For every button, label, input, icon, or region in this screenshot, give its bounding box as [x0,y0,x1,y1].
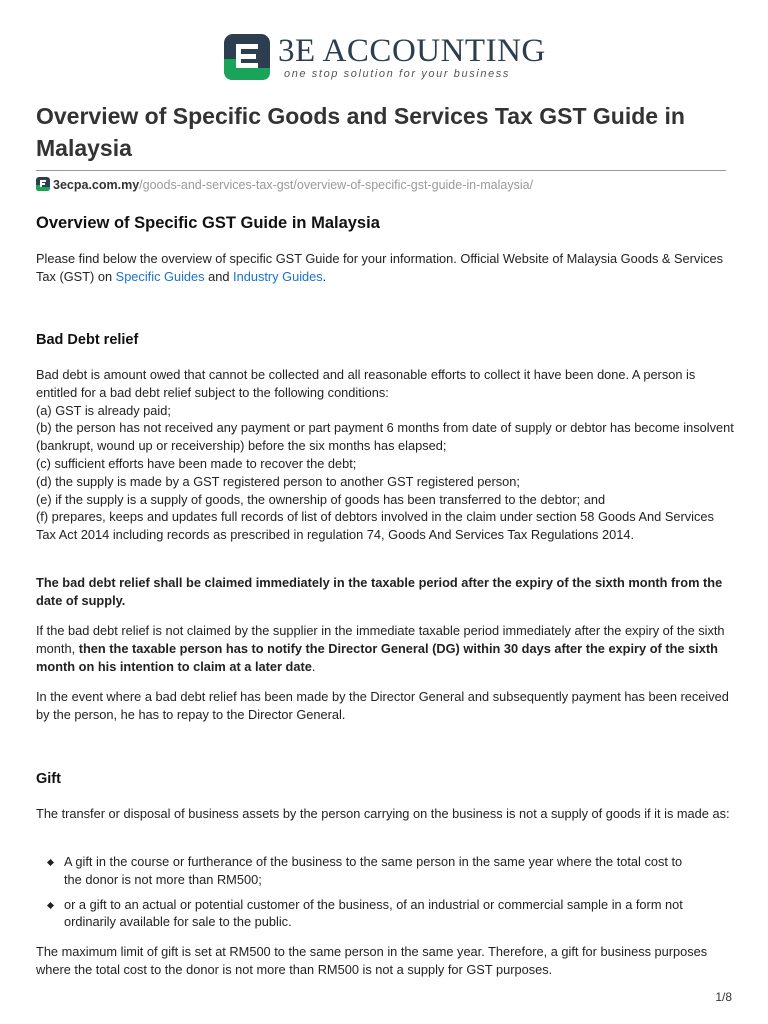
bad-debt-paragraph: Bad debt is amount owed that cannot be collected and all reasonable efforts to collect it have been done. A person is entitled for a bad debt relief subject to the following conditions: (a) GST is already paid; (b) the person has not received any payment or part payment 6 months from date of supply or debtor has become insolvent (bankrupt, wound up or receivership) before the six months has elapsed; (c) sufficient efforts have been made to recover the debt; (d) the supply is made by a GST registered person to another GST registered person; (e) if the supply is a supply of goods, the ownership of goods has been transferred to the debtor; and (f) prepares, keeps and updates full records of list of debtors involved in the claim under section 58 Goods And Services Tax Act 2014 including records as prescribed in regulation 74, Goods And Services Tax Regulations 2014. [36,367,734,543]
page-number: 1/8 [715,990,732,1004]
bad-debt-claim-note: The bad debt relief shall be claimed immediately in the taxable period after the expiry of the sixth month from the date of supply. [36,575,723,608]
intro-paragraph: Please find below the overview of specific GST Guide for your information. Official Website of Malaysia Goods & Services Tax (GST) on Specific Guides and Industry Guides. [36,251,724,284]
list-item: A gift in the course or furtherance of the business to the same person in the same year where the total cost to the donor is not more than RM500; [36,853,736,889]
specific-guides-link[interactable]: Specific Guides [115,268,205,284]
url-domain[interactable]: 3ecpa.com.my [53,178,140,192]
list-item: or a gift to an actual or potential customer of the business, of an industrial or commercial sample in a form not ordinarily available for sale to the public. [36,896,736,932]
page-title: Overview of Specific Goods and Services Tax GST Guide in Malaysia [36,103,685,161]
3e-favicon-icon [36,177,50,191]
gift-bullet-list [36,853,736,938]
source-url[interactable] [36,177,533,192]
gift-limit-paragraph: The maximum limit of gift is set at RM500 to the same person in the same year. Therefore, a gift for business purposes where the total cost to the donor is not more than RM500 is not a supply for GST purposes. [36,944,708,977]
url-path[interactable]: /goods-and-services-tax-gst/overview-of-specific-gst-guide-in-malaysia/ [139,178,534,192]
gift-heading: Gift [36,771,61,787]
3e-logo-icon [222,32,274,82]
brand-logo [222,32,546,84]
brand-tagline: one stop solution for your business [284,68,510,80]
gift-intro-paragraph: The transfer or disposal of business assets by the person carrying on the business is not a supply of goods if it is made as: [36,806,730,821]
bad-debt-heading: Bad Debt relief [36,332,139,348]
brand-name: 3E ACCOUNTING [278,33,546,69]
industry-guides-link[interactable]: Industry Guides [233,268,323,284]
title-divider [36,170,726,171]
bad-debt-repay-paragraph: In the event where a bad debt relief has been made by the Director General and subsequently payment has been received by the person, he has to repay to the Director General. [36,689,729,722]
bad-debt-notify-paragraph: If the bad debt relief is not claimed by the supplier in the immediate taxable period immediately after the expiry of the sixth month, then the taxable person has to notify the Director General (DG) within 30 days after the expiry of the sixth month on his intention to claim at a later date. [36,623,725,674]
section-heading: Overview of Specific GST Guide in Malaysia [36,214,380,232]
